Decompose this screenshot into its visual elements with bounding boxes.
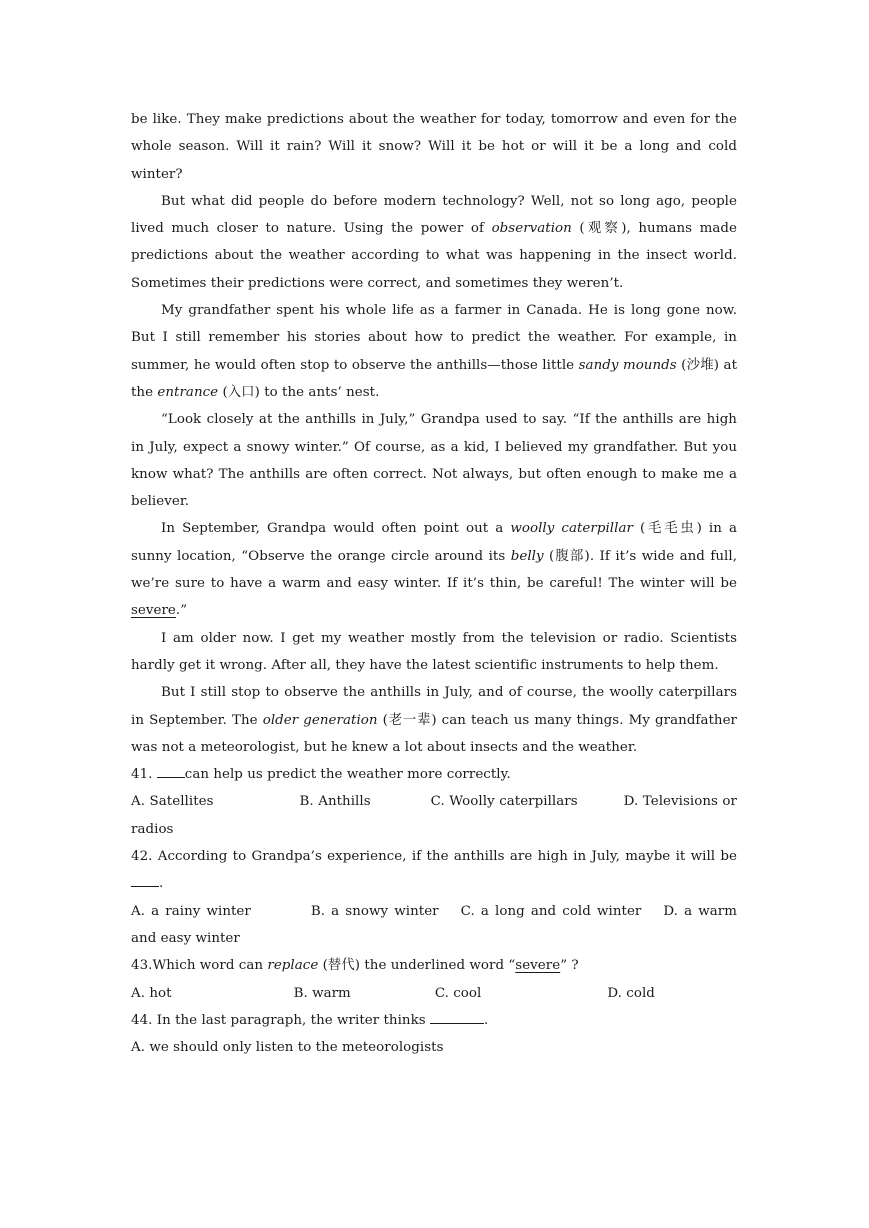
italic-term-observation: observation xyxy=(491,221,572,237)
passage-text: My grandfather spent his whole life as a farmer in Canada. He is long gone now. But I still remember his stories about how to predict the weather. For example, in summer, he would often stop to observe the anthills—those little xyxy=(131,303,737,373)
question-text: . xyxy=(159,876,164,892)
passage-paragraph-7 xyxy=(131,679,737,761)
italic-term-belly: belly xyxy=(510,548,544,564)
question-42-stem xyxy=(131,843,737,898)
option-b: B. a snowy winter xyxy=(310,903,439,919)
question-text: 43.Which word can xyxy=(131,958,268,974)
option-b: B. warm xyxy=(293,985,351,1001)
passage-paragraph-1 xyxy=(131,106,737,188)
italic-term-older-generation: older generation xyxy=(262,712,378,728)
option-c: C. a long and cold winter xyxy=(460,903,642,919)
option-d: D. Televisions or radios xyxy=(131,794,737,837)
question-44-stem xyxy=(131,1007,737,1034)
passage-paragraph-6 xyxy=(131,625,737,680)
passage-text: (观察), humans made predictions about the weather according to what was happening in the insect world. Sometimes their predictions were correct, and sometimes they weren’t. xyxy=(131,221,737,291)
question-text: 42. According to Grandpa’s experience, if the anthills are high in July, maybe it will be xyxy=(131,849,737,865)
question-43-stem xyxy=(131,952,737,979)
question-42-options xyxy=(131,898,737,953)
question-number: 41. xyxy=(131,767,157,783)
option-a: A. hot xyxy=(131,985,172,1001)
answer-blank xyxy=(131,872,159,887)
passage-paragraph-2 xyxy=(131,188,737,297)
question-41-stem xyxy=(131,761,737,788)
question-text: (替代) the underlined word “ xyxy=(318,958,516,974)
question-41-options xyxy=(131,788,737,843)
question-text: . xyxy=(484,1012,489,1028)
passage-text: But I still stop to observe the anthills in July, and of course, the woolly caterpillars in September. The xyxy=(131,685,737,728)
passage-text: (腹部). If it’s wide and full, we’re sure to have a warm and easy winter. If it’s thin, be careful! The winter will be xyxy=(131,548,738,592)
option-d: D. cold xyxy=(607,985,655,1001)
passage-paragraph-4 xyxy=(131,406,737,515)
passage-text: .” xyxy=(175,603,188,619)
passage-text: (入口) to the ants’ nest. xyxy=(218,384,380,400)
option-d: D. a warm and easy winter xyxy=(131,903,737,946)
question-text: ” ? xyxy=(560,958,579,974)
passage-text: be like. They make predictions about the weather for today, tomorrow and even for the whole season. Will it rain? Will it snow? Will it be hot or will it be a long and cold winter? xyxy=(131,112,737,182)
italic-term-replace: replace xyxy=(267,958,319,974)
underlined-word-severe: severe xyxy=(515,958,561,974)
answer-blank xyxy=(157,763,185,778)
passage-paragraph-5 xyxy=(131,515,737,624)
italic-term-entrance: entrance xyxy=(157,384,219,400)
answer-blank xyxy=(430,1009,484,1024)
passage-paragraph-3 xyxy=(131,297,737,406)
option-c: C. Woolly caterpillars xyxy=(430,794,578,810)
passage-text: But what did people do before modern technology? Well, not so long ago, people lived much closer to nature. Using the power of xyxy=(131,193,737,237)
italic-term-sandy-mounds: sandy mounds xyxy=(578,357,677,373)
italic-term-woolly-caterpillar: woolly caterpillar xyxy=(510,521,633,537)
passage-text: (沙堆) at the xyxy=(131,357,738,400)
passage-text: (老一辈) can teach us many things. My grandfather was not a meteorologist, but he knew a lot about insects and the weather. xyxy=(131,712,738,755)
option-c: C. cool xyxy=(434,985,482,1001)
passage-text: In September, Grandpa would often point out a xyxy=(161,521,511,537)
underlined-word-severe: severe xyxy=(131,603,176,619)
document-page xyxy=(131,106,737,1061)
passage-text: I am older now. I get my weather mostly from the television or radio. Scientists hardly get it wrong. After all, they have the latest scientific instruments to help them. xyxy=(131,630,737,673)
option-a: A. Satellites xyxy=(131,794,214,810)
passage-text: (毛毛虫) in a sunny location, “Observe the orange circle around its xyxy=(131,521,737,564)
question-44-option-a xyxy=(131,1034,737,1061)
option-a: A. a rainy winter xyxy=(131,903,251,919)
option-a: A. we should only listen to the meteorologists xyxy=(131,1040,444,1056)
question-43-options xyxy=(131,980,737,1007)
passage-text: “Look closely at the anthills in July,” Grandpa used to say. “If the anthills are high in July, expect a snowy winter.” Of course, as a kid, I believed my grandfather. But you know what? The anthills are often correct. Not always, but often enough to make me a believer. xyxy=(131,412,737,510)
question-text: 44. In the last paragraph, the writer thinks xyxy=(131,1012,430,1028)
option-b: B. Anthills xyxy=(299,794,371,810)
question-text: can help us predict the weather more correctly. xyxy=(184,767,511,783)
